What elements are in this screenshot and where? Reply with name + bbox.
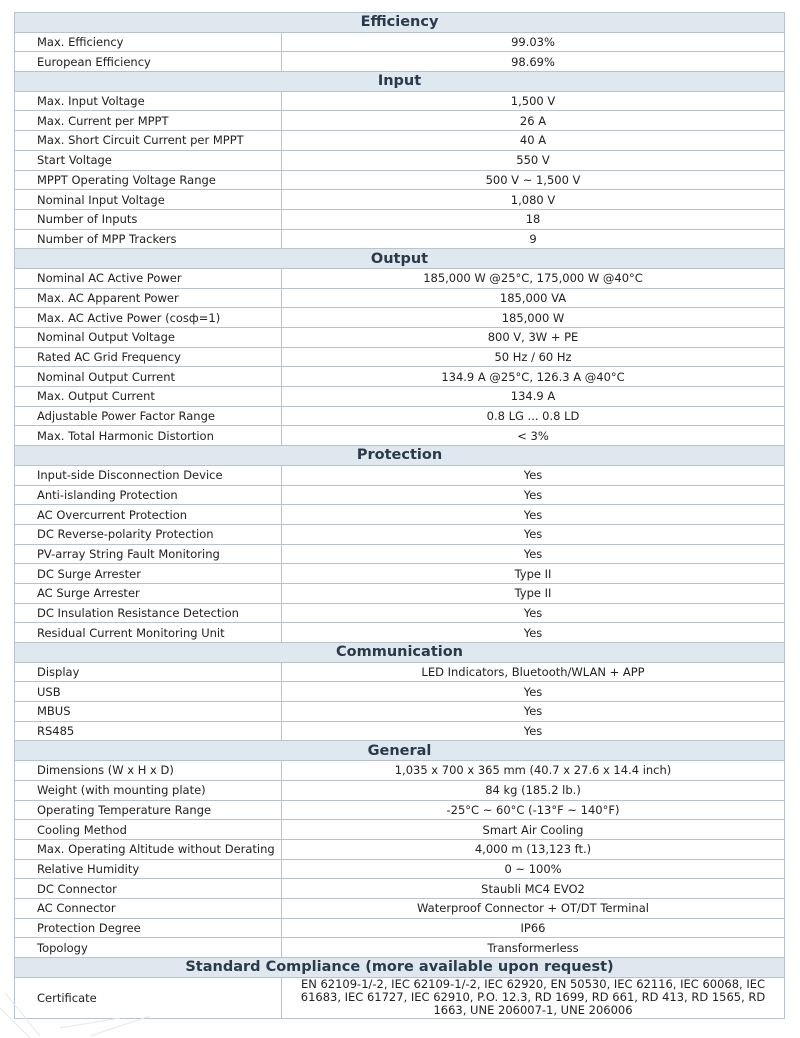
spec-row-nominal-output-voltage bbox=[15, 328, 785, 348]
spec-label: Max. Input Voltage bbox=[15, 91, 282, 111]
spec-row-number-of-inputs bbox=[15, 209, 785, 229]
spec-row-max-current-per-mppt bbox=[15, 111, 785, 131]
spec-label: Max. Output Current bbox=[15, 387, 282, 407]
spec-value: 4,000 m (13,123 ft.) bbox=[282, 839, 785, 859]
spec-value: 9 bbox=[282, 229, 785, 249]
spec-label: Certificate bbox=[15, 977, 282, 1018]
spec-label: Nominal Input Voltage bbox=[15, 190, 282, 210]
section-header-output bbox=[15, 249, 785, 269]
section-header-protection bbox=[15, 446, 785, 466]
spec-row-display bbox=[15, 662, 785, 682]
spec-row-topology bbox=[15, 938, 785, 958]
spec-row-adjustable-power-factor-range bbox=[15, 406, 785, 426]
spec-value: Yes bbox=[282, 623, 785, 643]
spec-label: Max. AC Active Power (cosф=1) bbox=[15, 308, 282, 328]
spec-value: Staubli MC4 EVO2 bbox=[282, 879, 785, 899]
spec-value: 550 V bbox=[282, 150, 785, 170]
spec-row-ac-overcurrent-protection bbox=[15, 505, 785, 525]
spec-value: 84 kg (185.2 lb.) bbox=[282, 780, 785, 800]
spec-label: Adjustable Power Factor Range bbox=[15, 406, 282, 426]
spec-row-nominal-ac-active-power bbox=[15, 268, 785, 288]
spec-label: DC Connector bbox=[15, 879, 282, 899]
spec-value: 18 bbox=[282, 209, 785, 229]
spec-label: Dimensions (W x H x D) bbox=[15, 761, 282, 781]
spec-label: MBUS bbox=[15, 702, 282, 722]
spec-label: PV-array String Fault Monitoring bbox=[15, 544, 282, 564]
spec-row-nominal-input-voltage bbox=[15, 190, 785, 210]
spec-value: Yes bbox=[282, 682, 785, 702]
spec-value: Waterproof Connector + OT/DT Terminal bbox=[282, 898, 785, 918]
spec-value: 26 A bbox=[282, 111, 785, 131]
section-header-general bbox=[15, 741, 785, 761]
spec-row-dc-insulation-resistance-detection bbox=[15, 603, 785, 623]
spec-row-max-output-current bbox=[15, 387, 785, 407]
spec-value: 185,000 W bbox=[282, 308, 785, 328]
spec-value: -25°C ~ 60°C (-13°F ~ 140°F) bbox=[282, 800, 785, 820]
spec-label: Max. Short Circuit Current per MPPT bbox=[15, 131, 282, 151]
spec-row-relative-humidity bbox=[15, 859, 785, 879]
spec-row-nominal-output-current bbox=[15, 367, 785, 387]
spec-label: Residual Current Monitoring Unit bbox=[15, 623, 282, 643]
spec-row-max-total-harmonic-distortion bbox=[15, 426, 785, 446]
spec-row-max-ac-apparent-power bbox=[15, 288, 785, 308]
spec-row-certificate bbox=[15, 977, 785, 1018]
spec-label: Max. Operating Altitude without Derating bbox=[15, 839, 282, 859]
spec-label: Display bbox=[15, 662, 282, 682]
spec-row-mppt-operating-voltage-range bbox=[15, 170, 785, 190]
spec-value: Yes bbox=[282, 505, 785, 525]
spec-label: Nominal AC Active Power bbox=[15, 268, 282, 288]
spec-value: Yes bbox=[282, 721, 785, 741]
spec-row-start-voltage bbox=[15, 150, 785, 170]
spec-value: 1,035 x 700 x 365 mm (40.7 x 27.6 x 14.4 inch) bbox=[282, 761, 785, 781]
spec-label: AC Surge Arrester bbox=[15, 583, 282, 603]
spec-value: 134.9 A @25°C, 126.3 A @40°C bbox=[282, 367, 785, 387]
spec-row-ac-connector bbox=[15, 898, 785, 918]
spec-label: DC Surge Arrester bbox=[15, 564, 282, 584]
spec-label: Start Voltage bbox=[15, 150, 282, 170]
spec-value: < 3% bbox=[282, 426, 785, 446]
section-title: Communication bbox=[15, 643, 785, 663]
spec-label: USB bbox=[15, 682, 282, 702]
spec-row-max-efficiency bbox=[15, 32, 785, 52]
spec-value: Smart Air Cooling bbox=[282, 820, 785, 840]
section-header-communication bbox=[15, 643, 785, 663]
spec-row-anti-islanding-protection bbox=[15, 485, 785, 505]
spec-row-dc-surge-arrester bbox=[15, 564, 785, 584]
spec-row-protection-degree bbox=[15, 918, 785, 938]
spec-label: European Efficiency bbox=[15, 52, 282, 72]
spec-value: 99.03% bbox=[282, 32, 785, 52]
spec-row-weight-with-mounting-plate bbox=[15, 780, 785, 800]
section-title: Input bbox=[15, 72, 785, 92]
spec-row-residual-current-monitoring-unit bbox=[15, 623, 785, 643]
spec-row-dimensions-w-x-h-x-d bbox=[15, 761, 785, 781]
spec-row-cooling-method bbox=[15, 820, 785, 840]
spec-label: Nominal Output Voltage bbox=[15, 328, 282, 348]
spec-row-max-operating-altitude-without-derating bbox=[15, 839, 785, 859]
spec-value: Yes bbox=[282, 485, 785, 505]
spec-label: Anti-islanding Protection bbox=[15, 485, 282, 505]
spec-value: 800 V, 3W + PE bbox=[282, 328, 785, 348]
spec-row-ac-surge-arrester bbox=[15, 583, 785, 603]
spec-value: 98.69% bbox=[282, 52, 785, 72]
spec-value: Type II bbox=[282, 564, 785, 584]
spec-row-european-efficiency bbox=[15, 52, 785, 72]
spec-table bbox=[14, 12, 785, 1019]
spec-label: Max. AC Apparent Power bbox=[15, 288, 282, 308]
spec-row-number-of-mpp-trackers bbox=[15, 229, 785, 249]
spec-label: Max. Total Harmonic Distortion bbox=[15, 426, 282, 446]
spec-row-max-ac-active-power-cos-1 bbox=[15, 308, 785, 328]
spec-label: Protection Degree bbox=[15, 918, 282, 938]
spec-value: Type II bbox=[282, 583, 785, 603]
spec-row-dc-reverse-polarity-protection bbox=[15, 524, 785, 544]
spec-label: MPPT Operating Voltage Range bbox=[15, 170, 282, 190]
section-title: Protection bbox=[15, 446, 785, 466]
spec-value: 0 ~ 100% bbox=[282, 859, 785, 879]
section-title: Output bbox=[15, 249, 785, 269]
spec-value: Yes bbox=[282, 702, 785, 722]
spec-row-usb bbox=[15, 682, 785, 702]
spec-value: 0.8 LG ... 0.8 LD bbox=[282, 406, 785, 426]
spec-label: Max. Current per MPPT bbox=[15, 111, 282, 131]
spec-label: DC Reverse-polarity Protection bbox=[15, 524, 282, 544]
spec-value: LED Indicators, Bluetooth/WLAN + APP bbox=[282, 662, 785, 682]
spec-label: RS485 bbox=[15, 721, 282, 741]
spec-value: 185,000 VA bbox=[282, 288, 785, 308]
section-title: General bbox=[15, 741, 785, 761]
spec-label: Operating Temperature Range bbox=[15, 800, 282, 820]
spec-row-max-short-circuit-current-per-mppt bbox=[15, 131, 785, 151]
spec-label: AC Overcurrent Protection bbox=[15, 505, 282, 525]
spec-label: Rated AC Grid Frequency bbox=[15, 347, 282, 367]
spec-value: Yes bbox=[282, 603, 785, 623]
spec-row-rs485 bbox=[15, 721, 785, 741]
spec-label: Cooling Method bbox=[15, 820, 282, 840]
spec-value: 40 A bbox=[282, 131, 785, 151]
section-header-efficiency bbox=[15, 13, 785, 33]
spec-value: IP66 bbox=[282, 918, 785, 938]
spec-sheet bbox=[14, 12, 784, 1019]
spec-value: Transformerless bbox=[282, 938, 785, 958]
spec-label: Relative Humidity bbox=[15, 859, 282, 879]
spec-row-mbus bbox=[15, 702, 785, 722]
spec-row-rated-ac-grid-frequency bbox=[15, 347, 785, 367]
spec-label: Max. Efficiency bbox=[15, 32, 282, 52]
spec-row-dc-connector bbox=[15, 879, 785, 899]
section-header-input bbox=[15, 72, 785, 92]
spec-value: Yes bbox=[282, 524, 785, 544]
spec-row-operating-temperature-range bbox=[15, 800, 785, 820]
spec-value: 134.9 A bbox=[282, 387, 785, 407]
spec-value: 500 V ~ 1,500 V bbox=[282, 170, 785, 190]
spec-value: 1,500 V bbox=[282, 91, 785, 111]
spec-label: Weight (with mounting plate) bbox=[15, 780, 282, 800]
spec-row-pv-array-string-fault-monitoring bbox=[15, 544, 785, 564]
spec-value: EN 62109-1/-2, IEC 62109-1/-2, IEC 62920, EN 50530, IEC 62116, IEC 60068, IEC 61683, IEC 61727, IEC 62910, P.O. 12.3, RD 1699, RD 661, RD 413, RD 1565, RD 1663, UNE 206007-1, UNE 206006 bbox=[282, 977, 785, 1018]
spec-label: Topology bbox=[15, 938, 282, 958]
section-header-standard bbox=[15, 958, 785, 978]
spec-label: AC Connector bbox=[15, 898, 282, 918]
spec-row-max-input-voltage bbox=[15, 91, 785, 111]
section-title: Standard Compliance (more available upon request) bbox=[15, 958, 785, 978]
section-title: Efficiency bbox=[15, 13, 785, 33]
spec-label: Nominal Output Current bbox=[15, 367, 282, 387]
spec-label: Number of MPP Trackers bbox=[15, 229, 282, 249]
spec-row-input-side-disconnection-device bbox=[15, 465, 785, 485]
spec-value: 185,000 W @25°C, 175,000 W @40°C bbox=[282, 268, 785, 288]
spec-value: Yes bbox=[282, 465, 785, 485]
spec-value: 50 Hz / 60 Hz bbox=[282, 347, 785, 367]
spec-label: Input-side Disconnection Device bbox=[15, 465, 282, 485]
spec-label: DC Insulation Resistance Detection bbox=[15, 603, 282, 623]
spec-value: Yes bbox=[282, 544, 785, 564]
spec-value: 1,080 V bbox=[282, 190, 785, 210]
spec-label: Number of Inputs bbox=[15, 209, 282, 229]
